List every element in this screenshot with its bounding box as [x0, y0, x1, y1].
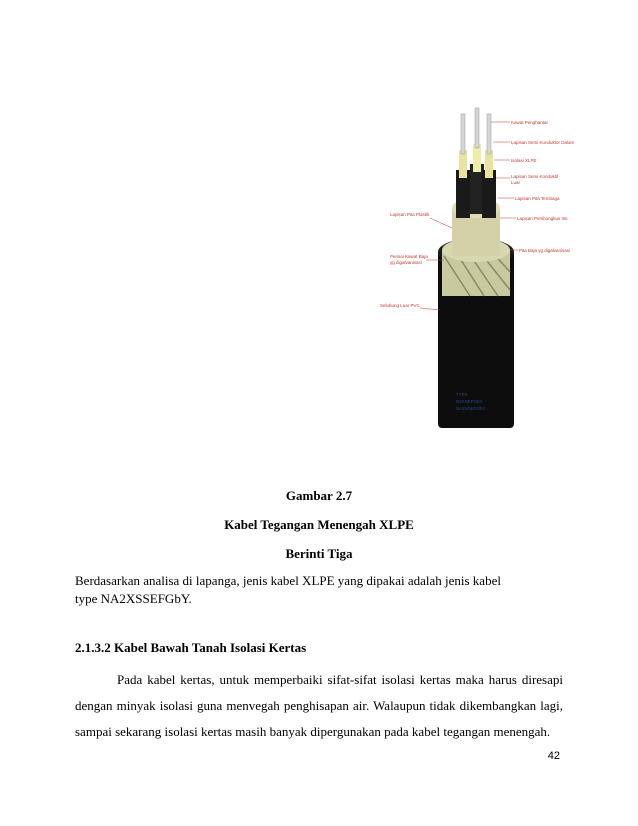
paragraph-paper-cable: Pada kabel kertas, untuk memperbaiki sifat-sifat isolasi kertas maka harus diresapi dengan minyak isolasi guna menvegah penghisapan air. Walaupun tidak dikembangkan lagi, sampai sekarang isolasi kertas masih banyak dipergunakan pada kabel tegangan menengah.: [75, 672, 563, 739]
page-number: 42: [547, 750, 560, 762]
figure-caption-subtitle: Berinti Tiga: [285, 546, 353, 561]
cable-illustration: [360, 100, 580, 440]
paragraph-xlpe-type: Berdasarkan analisa di lapanga, jenis kabel XLPE yang dipakai adalah jenis kabel type NA2XSSEFGbY.: [75, 573, 501, 606]
label-steel-tape: Pita Baja yg digalvanisasi: [519, 248, 571, 253]
label-conductor: Kawat Penghantar: [511, 120, 549, 125]
cable-figure: [360, 100, 580, 440]
label-xlpe: Isolasi XLPE: [511, 158, 537, 163]
type-code-2: NA2XSEFGbY: [456, 406, 486, 411]
label-pvc-sheath: Selubung Luar PVC: [380, 303, 420, 308]
type-code-1: N2XSEFGbY: [456, 399, 483, 404]
figure-caption-number: Gambar 2.7: [285, 488, 353, 503]
label-plastic-tape: Lapisan Pita Plastik: [390, 212, 430, 217]
label-inner-semicon: Lapisan Semi Konduktor Dalam: [511, 140, 575, 145]
label-steel-armour: Perisai Kawat Baja: [390, 254, 428, 259]
label-copper-tape: Lapisan Pita Tembaga: [515, 196, 560, 201]
section-heading: 2.1.3.2 Kabel Bawah Tanah Isolasi Kertas: [75, 640, 307, 655]
label-core-wrap: Lapisan Pembungkus Inti: [517, 216, 568, 221]
label-outer-semicon: Lapisan Semi Konduktif: [511, 174, 559, 179]
label-steel-armour-2: yg digalvanisasi: [390, 260, 422, 265]
figure-caption-title: Kabel Tegangan Menengah XLPE: [224, 517, 414, 532]
type-label: TYPE: [456, 392, 468, 397]
label-outer-semicon-2: Luar: [511, 180, 521, 185]
